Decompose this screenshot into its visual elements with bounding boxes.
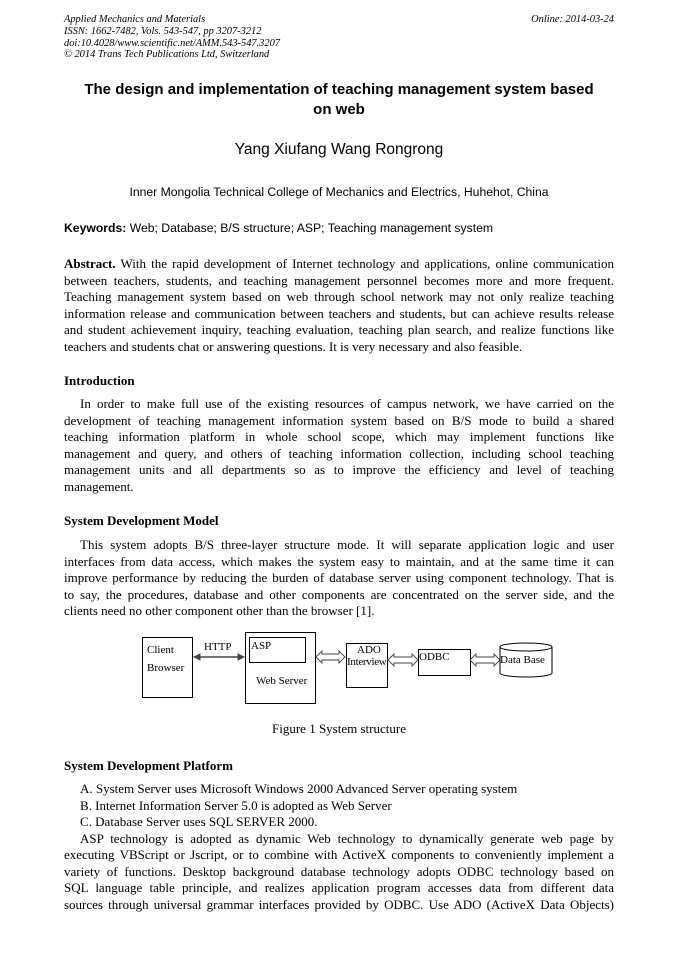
abstract-line: information release and communication between teachers and students, but can achieve results release [64, 305, 614, 321]
journal-header [64, 14, 280, 61]
database-label: Data Base [500, 654, 545, 666]
paragraph-line: teaching information platform in whole school scope, which may implement functions like [64, 429, 614, 445]
browser-label: Browser [147, 662, 185, 674]
introduction-heading: Introduction [64, 373, 135, 388]
doi: doi:10.4028/www.scientific.net/AMM.543-547.3207 [64, 37, 280, 49]
list-item: B. Internet Information Server 5.0 is adopted as Web Server [80, 797, 392, 813]
paragraph-line: to say, the procedures, database and other components are concentrated on the server side, and the [64, 586, 614, 602]
paragraph-line: variety of functions. Desktop background database technology adopts ODBC technology based on [64, 863, 614, 879]
abstract-text: With the rapid development of Internet technology and applications, online communication [115, 256, 614, 271]
double-arrow [470, 654, 500, 666]
abstract [64, 256, 614, 355]
paper-title [64, 80, 614, 120]
paragraph-line: development of teaching management information system based on B/S mode to build a shared [64, 412, 614, 428]
paragraph-line: management units and all departments so as to improve the efficiency and level of teaching [64, 462, 614, 478]
interview-label: Interview [347, 656, 387, 668]
paragraph-line: improve performance by reducing the burden of database server using component technology. That is [64, 570, 614, 586]
title-line: on web [313, 101, 365, 118]
http-arrow [194, 654, 244, 660]
paragraph-line: interfaces from data access, which makes the system easy to maintain, and at the same time it can [64, 553, 614, 569]
online-date: Online: 2014-03-24 [531, 14, 614, 25]
paragraph-line: management and query, and others of teaching information collection, including school teaching [64, 445, 614, 461]
list-item: A. System Server uses Microsoft Windows 2000 Advanced Server operating system [80, 781, 518, 796]
abstract-line: between teachers, students, and teaching management personnel becomes more and more frequent. [64, 272, 614, 288]
abstract-line [64, 256, 614, 273]
paragraph-line: In order to make full use of the existing resources of campus network, we have carried on the [80, 396, 614, 411]
affiliation: Inner Mongolia Technical College of Mechanics and Electrics, Huhehot, China [129, 185, 549, 199]
model-paragraph [64, 537, 614, 620]
model-heading: System Development Model [64, 513, 219, 528]
asp-label: ASP [251, 640, 272, 652]
paragraph-line: clients need no other component other than the browser [1]. [64, 603, 375, 619]
title-line: The design and implementation of teaching management system based [84, 81, 594, 98]
abstract-line: teachers and students chat or answering questions. It is very necessary and also feasible. [64, 338, 523, 354]
keywords [64, 220, 493, 236]
web-server-label: Web Server [256, 675, 308, 687]
paragraph-line: This system adopts B/S three-layer structure mode. It will separate application logic and user [80, 537, 614, 552]
copyright: © 2014 Trans Tech Publications Ltd, Switzerland [64, 49, 270, 61]
client-label: Client [147, 644, 174, 656]
paragraph-line: SQL language table principle, and realizes application program accesses data from different data [64, 880, 614, 896]
figure-caption: Figure 1 System structure [272, 721, 406, 736]
paragraph-line: ASP technology is adopted as dynamic Web technology to dynamically generate web page by [80, 830, 614, 846]
abstract-line: Teaching management system based on web through school network may not only realize teaching [64, 289, 614, 305]
abstract-label: Abstract. [64, 256, 116, 271]
introduction-paragraph [64, 396, 614, 495]
paragraph-line: management. [64, 478, 134, 494]
journal-name: Applied Mechanics and Materials [64, 14, 206, 25]
double-arrow [388, 654, 418, 666]
list-item: C. Database Server uses SQL SERVER 2000. [80, 814, 318, 830]
platform-heading: System Development Platform [64, 758, 233, 773]
issn: ISSN: 1662-7482, Vols. 543-547, pp 3207-3212 [64, 25, 262, 37]
paragraph-line: executing VBScript or Jscript, or to combine with ActiveX components to conveniently implement a [64, 847, 614, 863]
http-label: HTTP [204, 641, 232, 653]
odbc-label: ODBC [419, 651, 450, 663]
platform-section [64, 781, 614, 913]
authors: Yang Xiufang Wang Rongrong [234, 141, 444, 158]
double-arrow [316, 651, 345, 663]
keywords-label: Keywords: [64, 221, 127, 235]
abstract-line: and student achievement inquiry, teaching evaluation, teaching plan search, and realize functions like [64, 322, 614, 338]
keywords-text: Web; Database; B/S structure; ASP; Teaching management system [126, 221, 494, 235]
ado-label: ADO [357, 644, 381, 656]
paragraph-line: sources through universal grammar interfaces provided by ODBC. Use ADO (ActiveX Data Objects) [64, 896, 614, 912]
